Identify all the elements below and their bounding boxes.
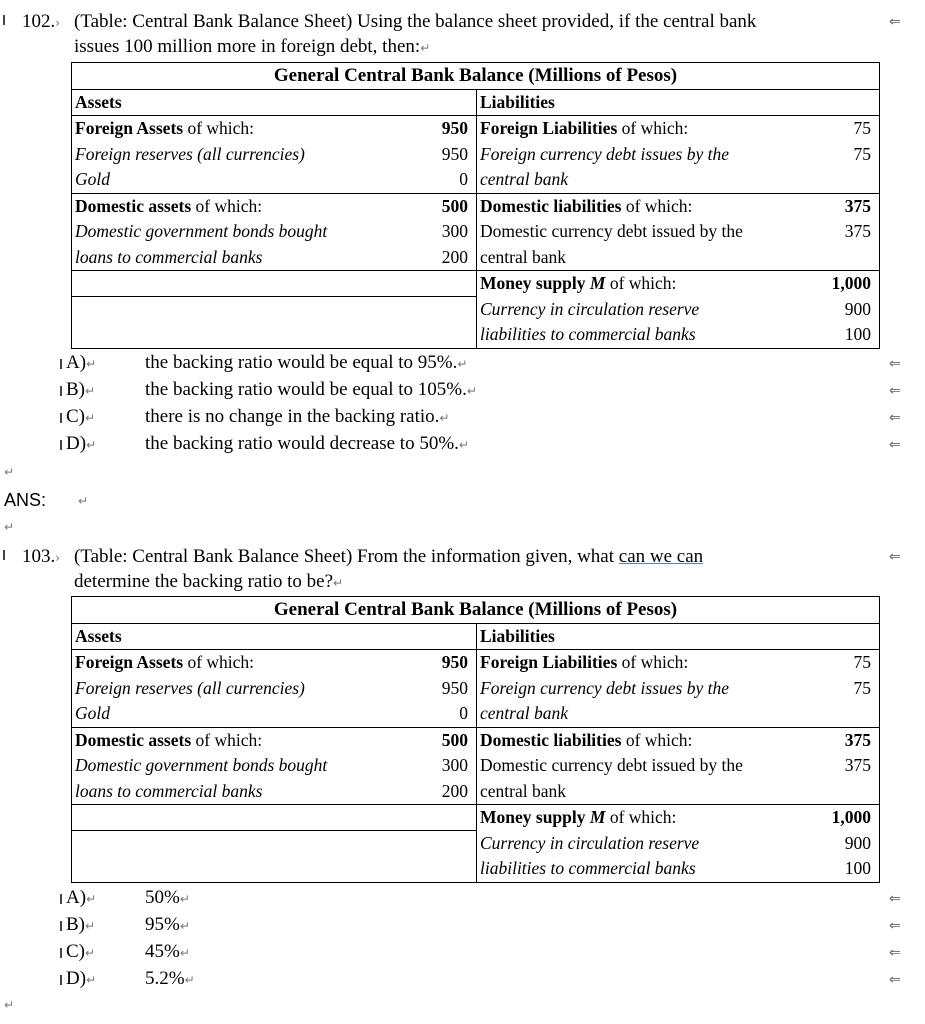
loans-label: loans to commercial banks — [72, 245, 422, 271]
table-title: General Central Bank Balance (Millions of Pesos) — [72, 597, 880, 624]
foreign-reserves-value: 950 — [422, 676, 477, 702]
foreign-assets-label: Foreign Assets of which: — [72, 650, 422, 676]
list-marker — [3, 15, 5, 25]
foreign-liabilities-label: Foreign Liabilities of which: — [477, 116, 807, 142]
arrow-mark: ⇐ — [889, 918, 901, 934]
dom-debt-label-2: central bank — [477, 779, 807, 805]
paragraph-mark: ↵ — [4, 520, 15, 534]
dom-debt-label-1: Domestic currency debt issued by the — [477, 753, 807, 779]
foreign-reserves-label: Foreign reserves (all currencies) — [72, 676, 422, 702]
gold-value: 0 — [422, 701, 477, 727]
domestic-liabilities-value: 375 — [807, 727, 880, 753]
dom-debt-label-2: central bank — [477, 245, 807, 271]
dom-debt-value: 375 — [807, 219, 880, 245]
question-103-text-line1: (Table: Central Bank Balance Sheet) From the information given, what can we can — [74, 546, 704, 567]
gold-value: 0 — [422, 167, 477, 193]
fx-debt-value: 75 — [807, 142, 880, 168]
option-b-letter[interactable]: B)↵ — [66, 914, 96, 935]
option-a-text: the backing ratio would be equal to 95%.↵ — [145, 352, 468, 373]
domestic-liabilities-value: 375 — [807, 193, 880, 219]
foreign-assets-value: 950 — [422, 650, 477, 676]
option-d-text: 5.2%↵ — [145, 968, 195, 989]
money-supply-value: 1,000 — [807, 805, 880, 831]
option-d-letter[interactable]: D)↵ — [66, 433, 97, 454]
option-c-text: there is no change in the backing ratio.↵ — [145, 406, 450, 427]
gold-label: Gold — [72, 701, 422, 727]
option-a-letter[interactable]: A)↵ — [66, 887, 97, 908]
paragraph-mark: ↵ — [78, 494, 89, 508]
option-b-text: 95%↵ — [145, 914, 190, 935]
loans-value: 200 — [422, 779, 477, 805]
answer-label: ANS: — [4, 490, 47, 510]
liabilities-banks-label: liabilities to commercial banks — [477, 322, 807, 348]
dom-gov-bonds-value: 300 — [422, 219, 477, 245]
option-c-letter[interactable]: C)↵ — [66, 406, 96, 427]
arrow-mark: ⇐ — [889, 410, 901, 426]
arrow-mark: ⇐ — [889, 356, 901, 372]
money-supply-value: 1,000 — [807, 271, 880, 297]
domestic-assets-label: Domestic assets of which: — [72, 727, 422, 753]
paragraph-mark: ↵ — [4, 998, 15, 1012]
question-102-number: 102.› — [22, 11, 61, 32]
arrow-mark: ⇐ — [889, 14, 901, 30]
domestic-assets-label: Domestic assets of which: — [72, 193, 422, 219]
liabilities-banks-label: liabilities to commercial banks — [477, 856, 807, 882]
option-b-letter[interactable]: B)↵ — [66, 379, 96, 400]
question-103-number: 103.› — [22, 546, 61, 567]
loans-label: loans to commercial banks — [72, 779, 422, 805]
arrow-mark: ⇐ — [889, 945, 901, 961]
option-c-letter[interactable]: C)↵ — [66, 941, 96, 962]
list-marker — [3, 550, 5, 560]
money-supply-label: Money supply M of which: — [477, 271, 807, 297]
domestic-assets-value: 500 — [422, 193, 477, 219]
option-a-letter[interactable]: A)↵ — [66, 352, 97, 373]
arrow-mark: ⇐ — [889, 383, 901, 399]
liabilities-header: Liabilities — [477, 89, 880, 116]
foreign-liabilities-value: 75 — [807, 650, 880, 676]
arrow-mark: ⇐ — [889, 437, 901, 453]
question-102-text-line2: issues 100 million more in foreign debt, then:↵ — [74, 36, 431, 57]
arrow-mark: ⇐ — [889, 972, 901, 988]
currency-circulation-value: 900 — [807, 297, 880, 323]
question-103-text-line2: determine the backing ratio to be?↵ — [74, 571, 344, 592]
fx-debt-label-2: central bank — [477, 167, 807, 193]
domestic-liabilities-label: Domestic liabilities of which: — [477, 727, 807, 753]
question-102-text-line1: (Table: Central Bank Balance Sheet) Using the balance sheet provided, if the central bank — [74, 11, 757, 32]
currency-circulation-value: 900 — [807, 831, 880, 857]
dom-gov-bonds-value: 300 — [422, 753, 477, 779]
balance-sheet-table-2 — [71, 596, 880, 883]
assets-header: Assets — [72, 89, 477, 116]
currency-circulation-label: Currency in circulation reserve — [477, 297, 807, 323]
option-d-letter[interactable]: D)↵ — [66, 968, 97, 989]
domestic-liabilities-label: Domestic liabilities of which: — [477, 193, 807, 219]
arrow-mark: ⇐ — [889, 549, 901, 565]
foreign-liabilities-value: 75 — [807, 116, 880, 142]
option-c-text: 45%↵ — [145, 941, 190, 962]
liabilities-header: Liabilities — [477, 623, 880, 650]
dom-debt-value: 375 — [807, 753, 880, 779]
currency-circulation-label: Currency in circulation reserve — [477, 831, 807, 857]
dom-gov-bonds-label: Domestic government bonds bought — [72, 219, 422, 245]
liabilities-banks-value: 100 — [807, 322, 880, 348]
gold-label: Gold — [72, 167, 422, 193]
dom-debt-label-1: Domestic currency debt issued by the — [477, 219, 807, 245]
arrow-mark: ⇐ — [889, 891, 901, 907]
fx-debt-label-2: central bank — [477, 701, 807, 727]
foreign-liabilities-label: Foreign Liabilities of which: — [477, 650, 807, 676]
foreign-reserves-value: 950 — [422, 142, 477, 168]
option-b-text: the backing ratio would be equal to 105%.↵ — [145, 379, 477, 400]
option-d-text: the backing ratio would decrease to 50%.↵ — [145, 433, 469, 454]
fx-debt-label-1: Foreign currency debt issues by the — [477, 142, 807, 168]
fx-debt-label-1: Foreign currency debt issues by the — [477, 676, 807, 702]
balance-sheet-table-1 — [71, 62, 880, 349]
option-a-text: 50%↵ — [145, 887, 190, 908]
money-supply-label: Money supply M of which: — [477, 805, 807, 831]
dom-gov-bonds-label: Domestic government bonds bought — [72, 753, 422, 779]
foreign-reserves-label: Foreign reserves (all currencies) — [72, 142, 422, 168]
domestic-assets-value: 500 — [422, 727, 477, 753]
foreign-assets-value: 950 — [422, 116, 477, 142]
fx-debt-value: 75 — [807, 676, 880, 702]
table-title: General Central Bank Balance (Millions of Pesos) — [72, 63, 880, 90]
assets-header: Assets — [72, 623, 477, 650]
paragraph-mark: ↵ — [4, 465, 15, 479]
foreign-assets-label: Foreign Assets of which: — [72, 116, 422, 142]
loans-value: 200 — [422, 245, 477, 271]
liabilities-banks-value: 100 — [807, 856, 880, 882]
